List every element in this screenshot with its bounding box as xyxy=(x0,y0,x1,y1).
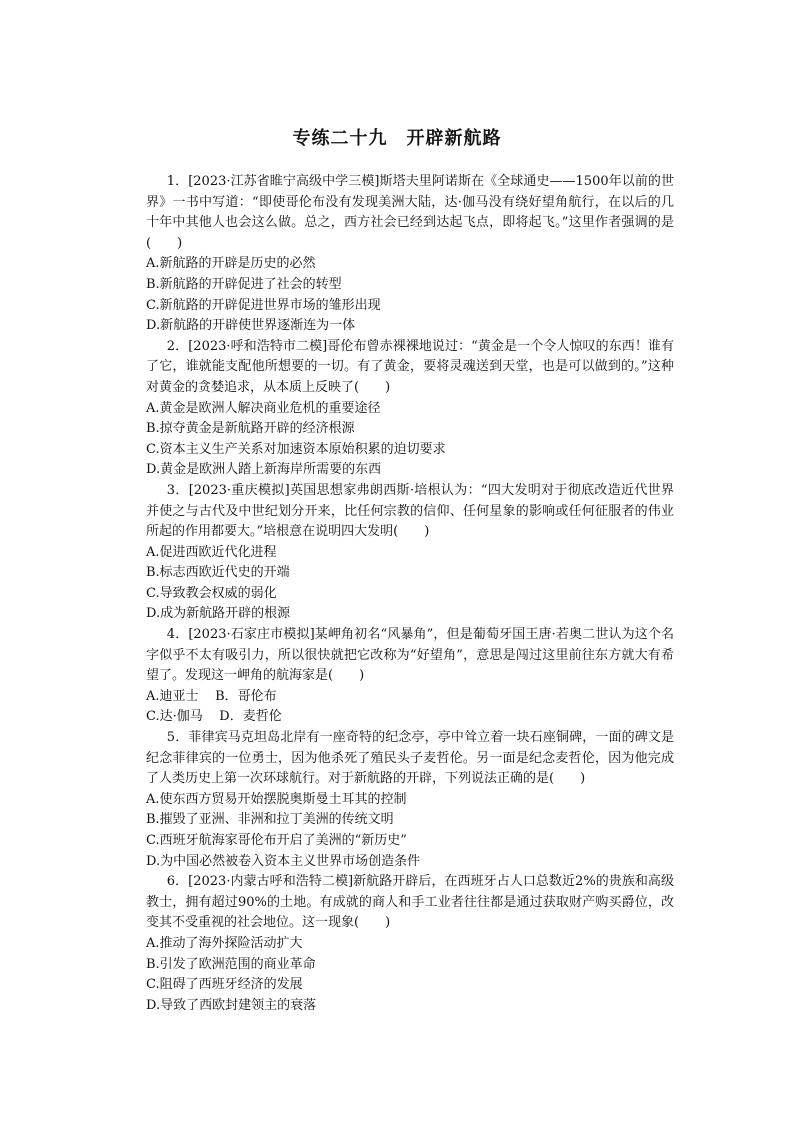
option-a: A.促进西欧近代化进程 xyxy=(146,544,277,560)
question-5 xyxy=(146,728,674,872)
option-d: D.为中国必然被卷入资本主义世界市场创造条件 xyxy=(146,853,421,869)
option-b: B.引发了欧洲范围的商业革命 xyxy=(146,956,316,972)
question-stem: 4．[2023·石家庄市模拟]某岬角初名“风暴角”，但是葡萄牙国王唐·若奥二世认为这个名字似乎不太有吸引力，所以很快就把它改称为“好望角”，意思是闯过这里前往东方就大有希望了。发现这一岬角的航海家是( ) xyxy=(146,627,674,684)
option-c: C.资本主义生产关系对加速资本原始积累的迫切要求 xyxy=(146,441,446,457)
option-a: A.使东西方贸易开始摆脱奥斯曼土耳其的控制 xyxy=(146,791,407,807)
option-d: D.导致了西欧封建领主的衰落 xyxy=(146,997,317,1013)
question-2 xyxy=(146,337,674,481)
option-a: A.推动了海外探险活动扩大 xyxy=(146,935,303,951)
option-a: A.新航路的开辟是历史的必然 xyxy=(146,256,316,272)
option-b: B．哥伦布 xyxy=(215,688,277,704)
option-b: B.新航路的开辟促进了社会的转型 xyxy=(146,276,342,292)
question-stem: 1．[2023·江苏省睢宁高级中学三模]斯塔夫里阿诺斯在《全球通史——1500年以前的世界》一书中写道：“即使哥伦布没有发现美洲大陆，达·伽马没有绕好望角航行，在以后的几十年中其他人也会这么做。总之，西方社会已经到达起飞点，即将起飞。”这里作者强调的是( ) xyxy=(146,174,674,251)
question-list xyxy=(146,172,674,1016)
option-d: D.新航路的开辟使世界逐渐连为一体 xyxy=(146,318,356,334)
option-a: A.迪亚士 xyxy=(146,688,199,704)
option-row-1 xyxy=(146,687,674,708)
page-title: 专练二十九 开辟新航路 xyxy=(292,128,502,149)
question-6 xyxy=(146,872,674,1016)
option-c: C.达·伽马 xyxy=(146,709,203,725)
question-stem: 3．[2023·重庆模拟]英国思想家弗朗西斯·培根认为：“四大发明对于彻底改造近代世界并使之与古代及中世纪划分开来，比任何宗教的信仰、任何星象的影响或任何征服者的伟业所起的作用都要大。”培根意在说明四大发明( ) xyxy=(146,482,674,540)
option-d: D.黄金是欧洲人踏上新海岸所需要的东西 xyxy=(146,462,382,478)
option-row-2 xyxy=(146,707,674,728)
question-stem: 2．[2023·呼和浩特市二模]哥伦布曾赤裸裸地说过：“黄金是一个令人惊叹的东西！谁有了它，谁就能支配他所想要的一切。有了黄金，要将灵魂送到天堂，也是可以做到的。”这种对黄金的贪婪追求，从本质上反映了( ) xyxy=(146,338,674,395)
option-c: C.新航路的开辟促进世界市场的雏形出现 xyxy=(146,297,381,313)
option-b: B.掠夺黄金是新航路开辟的经济根源 xyxy=(146,421,355,437)
option-c: C.阻碍了西班牙经济的发展 xyxy=(146,977,303,993)
option-b: B.标志西欧近代史的开端 xyxy=(146,565,290,581)
question-3 xyxy=(146,481,674,625)
option-d: D．麦哲伦 xyxy=(219,709,282,725)
question-stem: 6．[2023·内蒙古呼和浩特二模]新航路开辟后，在西班牙占人口总数近2%的贵族和高级教士，拥有超过90%的土地。有成就的商人和手工业者往往都是通过获取财产购买爵位，改变其不受重视的社会地位。这一现象( ) xyxy=(146,874,674,931)
option-d: D.成为新航路开辟的根源 xyxy=(146,606,291,622)
option-a: A.黄金是欧洲人解决商业危机的重要途径 xyxy=(146,400,381,416)
option-c: C.西班牙航海家哥伦布开启了美洲的“新历史” xyxy=(146,833,407,848)
question-1 xyxy=(146,172,674,337)
option-b: B.摧毁了亚洲、非洲和拉丁美洲的传统文明 xyxy=(146,812,394,828)
question-4 xyxy=(146,625,674,728)
option-c: C.导致教会权威的弱化 xyxy=(146,585,277,601)
question-stem: 5．菲律宾马克坦岛北岸有一座奇特的纪念亭，亭中耸立着一块石座铜碑，一面的碑文是纪念菲律宾的一位勇士，因为他杀死了殖民头子麦哲伦。另一面是纪念麦哲伦，因为他完成了人类历史上第一次环球航行。对于新航路的开辟，下列说法正确的是( ) xyxy=(146,730,674,787)
